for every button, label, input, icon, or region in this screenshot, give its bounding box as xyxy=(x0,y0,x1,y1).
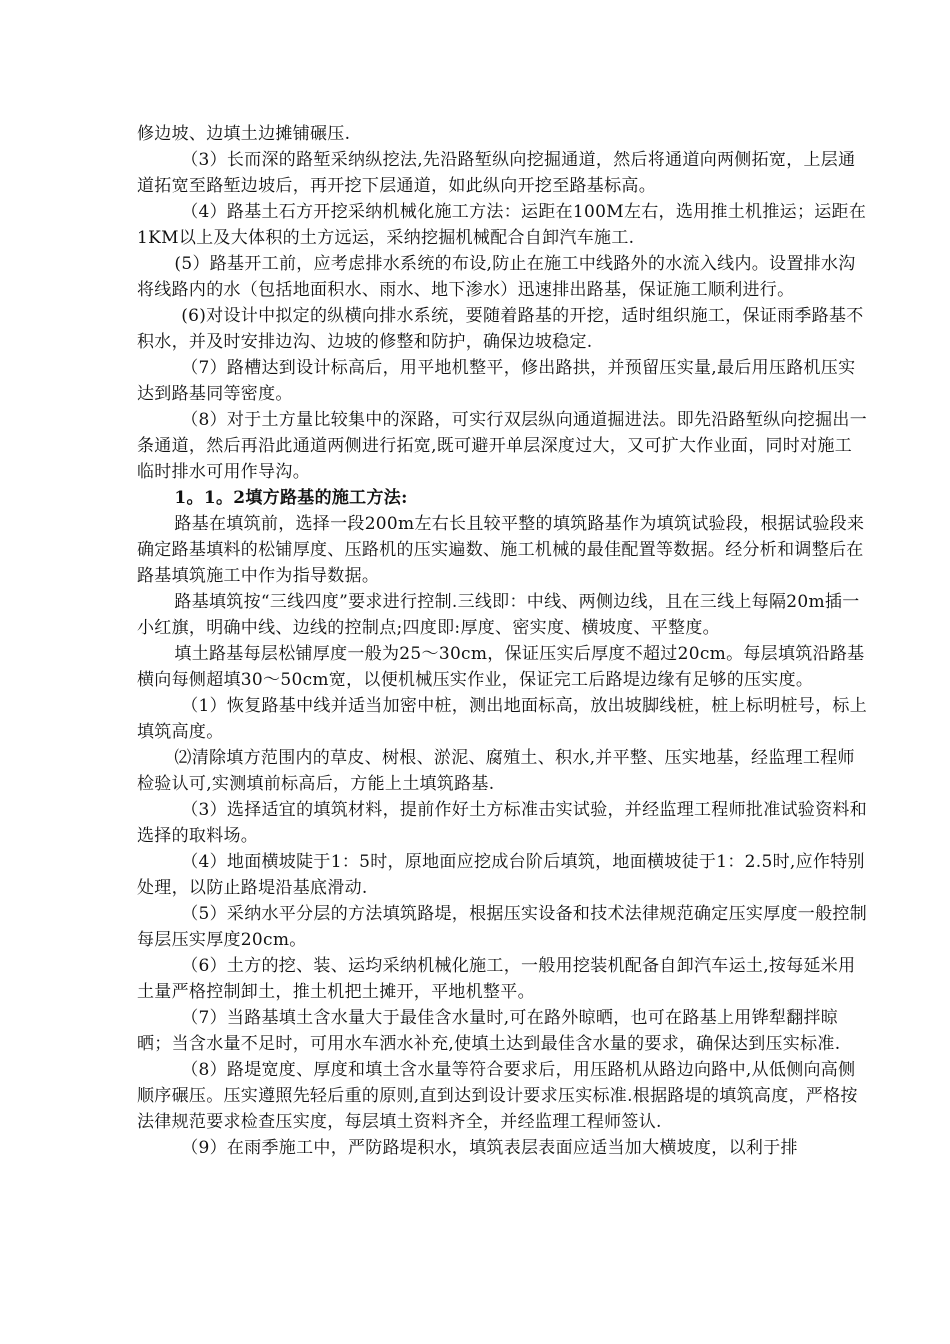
paragraph-layer-thickness: 填土路基每层松铺厚度一般为25～30cm，保证压实后厚度不超过20cm。每层填筑沿路基横向每侧超填30～50cm宽，以便机械压实作业，保证完工后路堤边缘有足够的压实度。 xyxy=(137,644,865,690)
paragraph-continuation: 修边坡、边填土边摊铺碾压. xyxy=(137,124,351,144)
paragraph-item-5: (5）路基开工前，应考虑排水系统的布设,防止在施工中线路外的水流入线内。设置排水沟将线路内的水（包括地面积水、雨水、地下渗水）迅速排出路基，保证施工顺利进行。 xyxy=(137,254,856,300)
document-body xyxy=(137,121,869,1161)
paragraph-item-6: (6)对设计中拟定的纵横向排水系统，要随着路基的开挖，适时组织施工，保证雨季路基不积水，并及时安排边沟、边坡的修整和防护，确保边坡稳定. xyxy=(137,306,864,352)
fill-step-6: （6）土方的挖、装、运均采纳机械化施工，一般用挖装机配备自卸汽车运土,按每延米用土量严格控制卸土，推土机把土摊开，平地机整平。 xyxy=(137,956,856,1002)
fill-step-3: （3）选择适宜的填筑材料，提前作好土方标准击实试验，并经监理工程师批准试验资料和选择的取料场。 xyxy=(137,800,868,846)
fill-step-7: （7）当路基填土含水量大于最佳含水量时,可在路外晾晒，也可在路基上用铧犁翻拌晾晒；当含水量不足时，可用水车洒水补充,使填土达到最佳含水量的要求，确保达到压实标准. xyxy=(137,1008,841,1054)
fill-step-4: （4）地面横坡陡于1：5时，原地面应挖成台阶后填筑，地面横坡徒于1：2.5时,应作特别处理，以防止路堤沿基底滑动. xyxy=(137,852,865,898)
fill-step-1: （1）恢复路基中线并适当加密中桩，测出地面标高，放出坡脚线桩，桩上标明桩号，标上填筑高度。 xyxy=(137,696,868,742)
paragraph-test-section: 路基在填筑前，选择一段200m左右长且较平整的填筑路基作为填筑试验段，根据试验段来确定路基填料的松铺厚度、压路机的压实遍数、施工机械的最佳配置等数据。经分析和调整后在路基填筑施工中作为指导数据。 xyxy=(137,514,865,586)
paragraph-item-3: （3）长而深的路堑采纳纵挖法,先沿路堑纵向挖掘通道，然后将通道向两侧拓宽，上层通道拓宽至路堑边坡后，再开挖下层通道，如此纵向开挖至路基标高。 xyxy=(137,150,856,196)
paragraph-item-7: （7）路槽达到设计标高后，用平地机整平，修出路拱，并预留压实量,最后用压路机压实达到路基同等密度。 xyxy=(137,358,856,404)
fill-step-5: （5）采纳水平分层的方法填筑路堤，根据压实设备和技术法律规范确定压实厚度一般控制每层压实厚度20cm。 xyxy=(137,904,868,950)
paragraph-item-4: （4）路基土石方开挖采纳机械化施工方法：运距在100M左右，选用推土机推运；运距在1KM以上及大体积的土方远运，采纳挖掘机械配合自卸汽车施工. xyxy=(137,202,867,248)
paragraph-item-8: （8）对于土方量比较集中的深路，可实行双层纵向通道掘进法。即先沿路堑纵向挖掘出一条通道，然后再沿此通道两侧进行拓宽,既可避开单层深度过大，又可扩大作业面，同时对施工临时排水可用作导沟。 xyxy=(137,410,868,482)
paragraph-three-lines-four-degrees: 路基填筑按“三线四度”要求进行控制.三线即：中线、两侧边线，且在三线上每隔20m插一小红旗，明确中线、边线的控制点;四度即:厚度、密实度、横坡度、平整度。 xyxy=(137,592,860,638)
fill-step-8: （8）路堤宽度、厚度和填土含水量等符合要求后，用压路机从路边向路中,从低侧向高侧顺序碾压。压实遵照先轻后重的原则,直到达到设计要求压实标准.根据路堤的填筑高度，严格按法律规范要求检查压实度，每层填土资料齐全，并经监理工程师签认. xyxy=(137,1060,858,1132)
fill-step-2: ⑵清除填方范围内的草皮、树根、淤泥、腐殖土、积水,并平整、压实地基，经监理工程师检验认可,实测填前标高后，方能上土填筑路基. xyxy=(137,748,855,794)
section-heading: 1。1。2填方路基的施工方法: xyxy=(174,488,408,508)
fill-step-9: （9）在雨季施工中，严防路堤积水，填筑表层表面应适当加大横坡度，以利于排 xyxy=(181,1138,798,1158)
